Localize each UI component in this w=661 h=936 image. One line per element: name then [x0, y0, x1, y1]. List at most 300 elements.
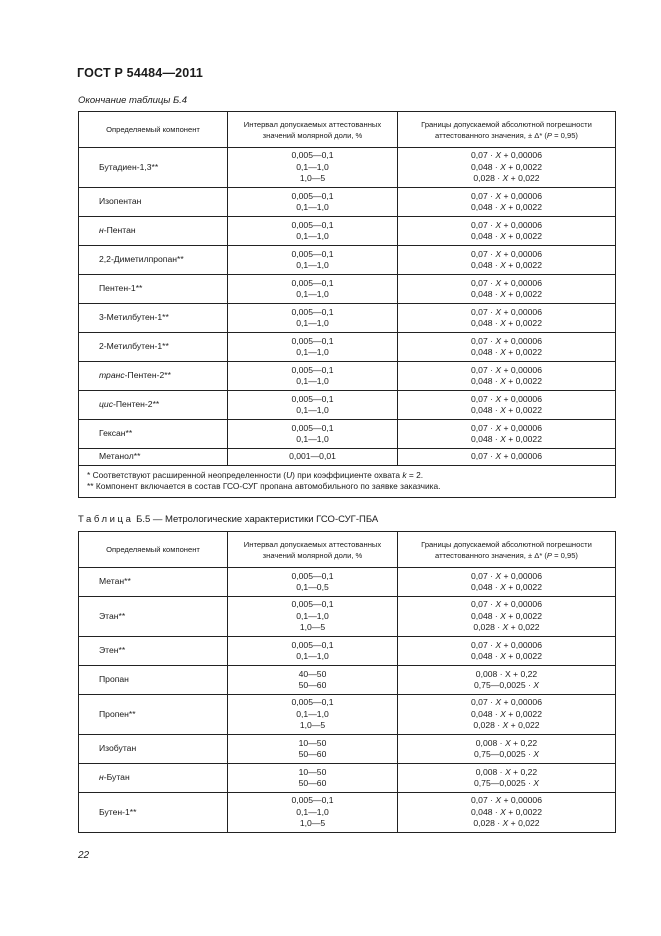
formula-part: 0,048 · [471, 708, 501, 719]
formula-part: 0,048 · [471, 260, 501, 270]
formula-part: + 0,00006 [501, 364, 542, 375]
table-row [79, 304, 616, 333]
component-name: Пропан [99, 674, 129, 685]
header-bounds [398, 532, 616, 568]
interval-cell [228, 695, 398, 735]
header-component: Определяемый компонент [79, 532, 228, 568]
formula-var: X [495, 570, 502, 581]
note-line [87, 470, 607, 481]
formula-var: X [495, 248, 502, 259]
formula-part: + 0,00006 [501, 795, 542, 806]
interval-value: 0,1—1,0 [296, 405, 329, 415]
bounds-formula [398, 202, 615, 213]
document-id: ГОСТ Р 54484—2011 [77, 66, 204, 80]
interval-cell [228, 666, 398, 695]
bounds-formula [398, 778, 615, 789]
component-name: 2,2-Диметилпропан** [99, 254, 184, 265]
bounds-formula [398, 697, 615, 708]
interval-value: 0,1—1,0 [296, 376, 329, 386]
bounds-formula [398, 405, 615, 416]
formula-part: + 0,22 [510, 766, 538, 777]
formula-part: 0,07 · [471, 697, 496, 708]
formula-var: X [495, 599, 502, 610]
interval-cell [228, 148, 398, 188]
formula-part: 0,07 · [471, 393, 496, 404]
header-bounds-line [398, 550, 615, 561]
formula-part: 0,048 · [471, 610, 501, 621]
formula-var: X [500, 376, 506, 386]
interval-cell [228, 362, 398, 391]
formula-part: 0,028 · [473, 720, 503, 731]
bounds-formula [398, 231, 615, 242]
formula-part: 0,07 · [471, 277, 496, 288]
table-row [79, 793, 616, 833]
formula-part: + 0,00006 [501, 599, 542, 610]
interval-cell [228, 333, 398, 362]
interval-value: 0,1—1,0 [296, 260, 329, 270]
component-name-italic: цис [99, 399, 113, 410]
formula-var: X [504, 766, 511, 777]
page-number: 22 [78, 850, 90, 861]
component-name-cell [79, 275, 228, 304]
component-name: Этан** [99, 610, 126, 621]
formula-part: 0,008 · [475, 766, 505, 777]
table-b5 [78, 531, 616, 833]
component-name-cell [79, 666, 228, 695]
table-row [79, 597, 616, 637]
interval-cell [228, 275, 398, 304]
bounds-cell [398, 304, 616, 333]
bounds-formula [398, 720, 615, 731]
bounds-cell [398, 420, 616, 449]
component-name: -Пентен-2** [124, 370, 171, 381]
interval-cell [228, 391, 398, 420]
formula-part: + 0,022 [508, 622, 540, 633]
note-text: ** Компонент включается в состав ГСО-СУГ пропана автомобильного по заявке заказчика. [87, 481, 441, 492]
table-b4-caption: Окончание таблицы Б.4 [78, 95, 188, 106]
component-name: 3-Метилбутен-1** [99, 312, 169, 323]
formula-part: 0,048 · [471, 806, 501, 817]
component-name: Изобутан [99, 743, 137, 754]
formula-var: X [495, 795, 502, 806]
header-component: Определяемый компонент [79, 112, 228, 148]
formula-part: 0,048 · [471, 582, 501, 592]
bounds-cell [398, 217, 616, 246]
interval-value: 50—60 [298, 749, 327, 759]
component-name-cell [79, 568, 228, 597]
interval-value: 50—60 [298, 778, 327, 788]
bounds-cell [398, 333, 616, 362]
formula-part: + 0,00006 [501, 306, 542, 317]
component-name-cell [79, 148, 228, 188]
interval-value: 0,001—0,01 [289, 451, 336, 462]
note-text: * Соответствуют расширенной неопределенности ( [87, 470, 287, 480]
interval-value: 0,005—0,1 [291, 639, 334, 650]
table-row [79, 217, 616, 246]
component-name-cell [79, 217, 228, 246]
formula-var: X [533, 778, 539, 788]
formula-part: + 0,00006 [501, 570, 542, 581]
component-name-cell [79, 391, 228, 420]
table-b5-caption-text: Б.5 — Метрологические характеристики ГСО-СУГ-ПБА [133, 514, 379, 525]
header-bounds-suffix: = 0,95) [552, 550, 578, 560]
formula-part: 0,048 · [471, 405, 501, 415]
formula-part: + 0,00006 [501, 219, 542, 230]
bounds-formula [398, 818, 615, 829]
header-interval-line: значений молярной доли, % [262, 550, 363, 560]
formula-part: 0,75—0,0025 · [474, 680, 534, 690]
table-b5-caption [78, 514, 378, 525]
table-row [79, 391, 616, 420]
bounds-formula [398, 220, 615, 231]
component-name-cell [79, 304, 228, 333]
formula-var: X [502, 720, 509, 731]
interval-value: 0,1—1,0 [296, 610, 329, 621]
bounds-formula [398, 571, 615, 582]
formula-part: + 0,22 [510, 737, 538, 748]
bounds-cell [398, 597, 616, 637]
bounds-formula [398, 318, 615, 329]
interval-value: 0,005—0,1 [291, 393, 334, 404]
interval-value: 0,1—1,0 [296, 434, 329, 444]
formula-part: 0,048 · [471, 651, 501, 661]
table-row [79, 695, 616, 735]
interval-value: 0,1—1,0 [296, 202, 329, 212]
header-bounds-line [398, 130, 615, 141]
bounds-formula [398, 336, 615, 347]
table-header-row [79, 112, 616, 148]
interval-value: 0,005—0,1 [291, 190, 334, 201]
bounds-formula [398, 365, 615, 376]
formula-var: X [495, 639, 502, 650]
interval-value: 1,0—5 [299, 622, 326, 633]
formula-part: 0,028 · [473, 622, 503, 633]
formula-part: + 0,0022 [505, 806, 542, 817]
bounds-cell [398, 666, 616, 695]
bounds-formula [398, 640, 615, 651]
bounds-formula [398, 173, 615, 184]
formula-part: 0,07 · [471, 248, 496, 259]
component-name-cell [79, 597, 228, 637]
interval-value: 0,005—0,1 [291, 599, 334, 610]
table-row [79, 764, 616, 793]
table-b4-body [79, 148, 616, 466]
formula-part: 0,028 · [473, 173, 503, 184]
formula-part: 0,048 · [471, 289, 501, 299]
bounds-formula [398, 289, 615, 300]
formula-part: 0,028 · [473, 818, 503, 829]
bounds-formula [398, 451, 615, 462]
component-name: Этен** [99, 645, 126, 656]
bounds-cell [398, 764, 616, 793]
bounds-cell [398, 735, 616, 764]
formula-part: 0,07 · [471, 190, 496, 201]
interval-cell [228, 217, 398, 246]
bounds-cell [398, 793, 616, 833]
interval-value: 0,1—1,0 [296, 318, 329, 328]
interval-value: 0,005—0,1 [291, 248, 334, 259]
interval-cell [228, 597, 398, 637]
bounds-cell [398, 637, 616, 666]
formula-var: X [495, 190, 502, 201]
bounds-formula [398, 807, 615, 818]
formula-part: + 0,00006 [501, 335, 542, 346]
interval-cell [228, 637, 398, 666]
component-name-cell [79, 362, 228, 391]
table-notes-row [79, 466, 616, 498]
table-row [79, 449, 616, 466]
formula-var: X [500, 651, 506, 661]
formula-var: X [495, 451, 502, 462]
interval-value: 0,005—0,1 [291, 277, 334, 288]
formula-var: X [502, 173, 509, 184]
formula-var: X [502, 818, 509, 829]
header-bounds-suffix: = 0,95) [552, 130, 578, 140]
header-interval [228, 112, 398, 148]
formula-var: X [495, 697, 502, 708]
table-b5-body [79, 568, 616, 833]
bounds-formula [398, 599, 615, 610]
header-bounds-prefix: аттестованного значения, ± Δ* ( [435, 130, 547, 140]
interval-value: 0,1—1,0 [296, 806, 329, 817]
interval-value: 0,005—0,1 [291, 697, 334, 708]
formula-var: X [500, 708, 506, 719]
formula-part: 0,07 · [471, 422, 496, 433]
component-name: -Бутан [103, 772, 130, 783]
table-header-row [79, 532, 616, 568]
note-text: = 2. [406, 470, 424, 480]
header-interval [228, 532, 398, 568]
header-bounds-prefix: аттестованного значения, ± Δ* ( [435, 550, 547, 560]
formula-part: + 0,0022 [505, 651, 542, 661]
interval-value: 40—50 [298, 668, 327, 679]
table-notes [79, 466, 616, 498]
component-name: -Пентен-2** [113, 399, 160, 410]
formula-part: + 0,0022 [505, 318, 542, 328]
formula-part: + 0,022 [508, 720, 540, 731]
bounds-cell [398, 695, 616, 735]
bounds-formula [398, 709, 615, 720]
bounds-cell [398, 568, 616, 597]
component-name: Метан** [99, 576, 131, 587]
note-line [87, 481, 607, 492]
formula-var: X [504, 737, 511, 748]
formula-part: + 0,022 [508, 818, 540, 829]
formula-var: X [500, 347, 506, 357]
interval-value: 0,005—0,1 [291, 570, 334, 581]
interval-value: 0,005—0,1 [291, 795, 334, 806]
formula-var: X [500, 260, 506, 270]
interval-value: 1,0—5 [299, 720, 326, 731]
formula-part: 0,048 · [471, 347, 501, 357]
header-interval-line: значений молярной доли, % [262, 130, 363, 140]
formula-part: + 0,0022 [505, 161, 542, 172]
interval-value: 1,0—5 [299, 818, 326, 829]
formula-part: 0,048 · [471, 376, 501, 386]
formula-part: 0,07 · [471, 335, 496, 346]
interval-value: 0,1—1,0 [296, 231, 329, 241]
component-name-italic: н [99, 225, 104, 236]
formula-var: X [500, 231, 506, 241]
formula-part: 0,07 · [471, 451, 496, 462]
table-row [79, 148, 616, 188]
formula-part: 0,07 · [471, 795, 496, 806]
bounds-formula [398, 434, 615, 445]
formula-part: + 0,00006 [501, 697, 542, 708]
bounds-formula [398, 611, 615, 622]
table-b4 [78, 111, 616, 498]
table-row [79, 362, 616, 391]
note-text: ) при коэффициенте охвата [292, 470, 403, 480]
bounds-formula [398, 680, 615, 691]
formula-var: X [500, 582, 506, 592]
interval-cell [228, 449, 398, 466]
interval-cell [228, 735, 398, 764]
bounds-formula [398, 394, 615, 405]
formula-part: + 0,00006 [501, 190, 542, 201]
formula-part: + 0,00006 [501, 422, 542, 433]
bounds-formula [398, 347, 615, 358]
bounds-cell [398, 449, 616, 466]
formula-var: X [500, 434, 506, 444]
formula-var: X [495, 422, 502, 433]
bounds-formula [398, 191, 615, 202]
component-name: -Пентан [103, 225, 136, 236]
formula-var: X [500, 202, 506, 212]
bounds-formula [398, 278, 615, 289]
formula-var: X [533, 680, 539, 690]
header-bounds-var: P [546, 130, 552, 140]
formula-part: 0,07 · [471, 364, 496, 375]
table-row [79, 735, 616, 764]
interval-value: 0,005—0,1 [291, 219, 334, 230]
interval-value: 0,1—1,0 [296, 651, 329, 661]
interval-value: 0,1—1,0 [296, 289, 329, 299]
header-interval-line: Интервал допускаемых аттестованных [243, 119, 382, 129]
interval-cell [228, 188, 398, 217]
component-name-cell [79, 764, 228, 793]
formula-var: X [500, 289, 506, 299]
formula-var: X [495, 219, 502, 230]
formula-part: 0,048 · [471, 161, 501, 172]
interval-value: 0,1—1,0 [296, 161, 329, 172]
formula-part: + 0,00006 [501, 393, 542, 404]
interval-cell [228, 246, 398, 275]
component-name-cell [79, 333, 228, 362]
note-var: U [286, 470, 293, 480]
bounds-cell [398, 188, 616, 217]
component-name: Бутадиен-1,3** [99, 161, 159, 172]
formula-part: 0,07 · [471, 639, 496, 650]
bounds-formula [398, 423, 615, 434]
formula-var: X [502, 622, 509, 633]
component-name-cell [79, 449, 228, 466]
table-row [79, 188, 616, 217]
bounds-formula [398, 795, 615, 806]
interval-value: 0,005—0,1 [291, 422, 334, 433]
formula-part: + 0,00006 [501, 248, 542, 259]
formula-part: 0,75—0,0025 · [474, 749, 534, 759]
bounds-formula [398, 376, 615, 387]
formula-part: 0,008 · X + 0,22 [475, 668, 538, 679]
table-b5-caption-label: Таблица [78, 514, 134, 525]
bounds-cell [398, 246, 616, 275]
interval-value: 0,005—0,1 [291, 335, 334, 346]
formula-part: 0,048 · [471, 318, 501, 328]
formula-part: 0,07 · [471, 599, 496, 610]
interval-value: 0,005—0,1 [291, 150, 334, 161]
formula-part: + 0,00006 [501, 277, 542, 288]
formula-part: 0,75—0,0025 · [474, 778, 534, 788]
header-interval-line: Интервал допускаемых аттестованных [243, 539, 382, 549]
formula-part: + 0,0022 [505, 376, 542, 386]
component-name-cell [79, 637, 228, 666]
formula-part: + 0,0022 [505, 202, 542, 212]
component-name-cell [79, 695, 228, 735]
formula-var: X [495, 364, 502, 375]
formula-var: X [500, 161, 506, 172]
bounds-formula [398, 307, 615, 318]
component-name: Бутен-1** [99, 806, 137, 817]
formula-part: + 0,0022 [505, 405, 542, 415]
component-name: Метанол** [99, 451, 141, 462]
formula-var: X [495, 277, 502, 288]
bounds-formula [398, 582, 615, 593]
formula-part: 0,048 · [471, 202, 501, 212]
header-bounds-line: Границы допускаемой абсолютной погрешности [421, 119, 592, 129]
formula-part: + 0,00006 [501, 451, 542, 462]
formula-part: + 0,0022 [505, 708, 542, 719]
formula-part: + 0,0022 [505, 289, 542, 299]
formula-part: 0,07 · [471, 219, 496, 230]
formula-var: X [533, 749, 539, 759]
interval-value: 10—50 [298, 737, 327, 748]
formula-var: X [495, 150, 502, 161]
component-name: Пропен** [99, 708, 136, 719]
interval-value: 0,1—1,0 [296, 708, 329, 719]
formula-part: 0,008 · [475, 737, 505, 748]
table-row [79, 246, 616, 275]
interval-cell [228, 420, 398, 449]
formula-part: + 0,0022 [505, 260, 542, 270]
formula-part: 0,07 · [471, 306, 496, 317]
table-row [79, 420, 616, 449]
bounds-formula [398, 249, 615, 260]
component-name-cell [79, 793, 228, 833]
component-name-cell [79, 735, 228, 764]
interval-value: 50—60 [298, 680, 327, 690]
header-bounds-line: Границы допускаемой абсолютной погрешности [421, 539, 592, 549]
table-row [79, 333, 616, 362]
interval-cell [228, 793, 398, 833]
table-row [79, 637, 616, 666]
bounds-formula [398, 162, 615, 173]
bounds-formula [398, 669, 615, 680]
formula-part: + 0,022 [508, 173, 540, 184]
formula-part: + 0,0022 [505, 231, 542, 241]
component-name: Изопентан [99, 196, 142, 207]
formula-part: 0,07 · [471, 570, 496, 581]
formula-part: 0,048 · [471, 434, 501, 444]
formula-var: X [500, 405, 506, 415]
bounds-formula [398, 767, 615, 778]
component-name-italic: н [99, 772, 104, 783]
interval-value: 0,005—0,1 [291, 364, 334, 375]
bounds-formula [398, 150, 615, 161]
interval-cell [228, 764, 398, 793]
bounds-formula [398, 651, 615, 662]
formula-var: X [495, 393, 502, 404]
